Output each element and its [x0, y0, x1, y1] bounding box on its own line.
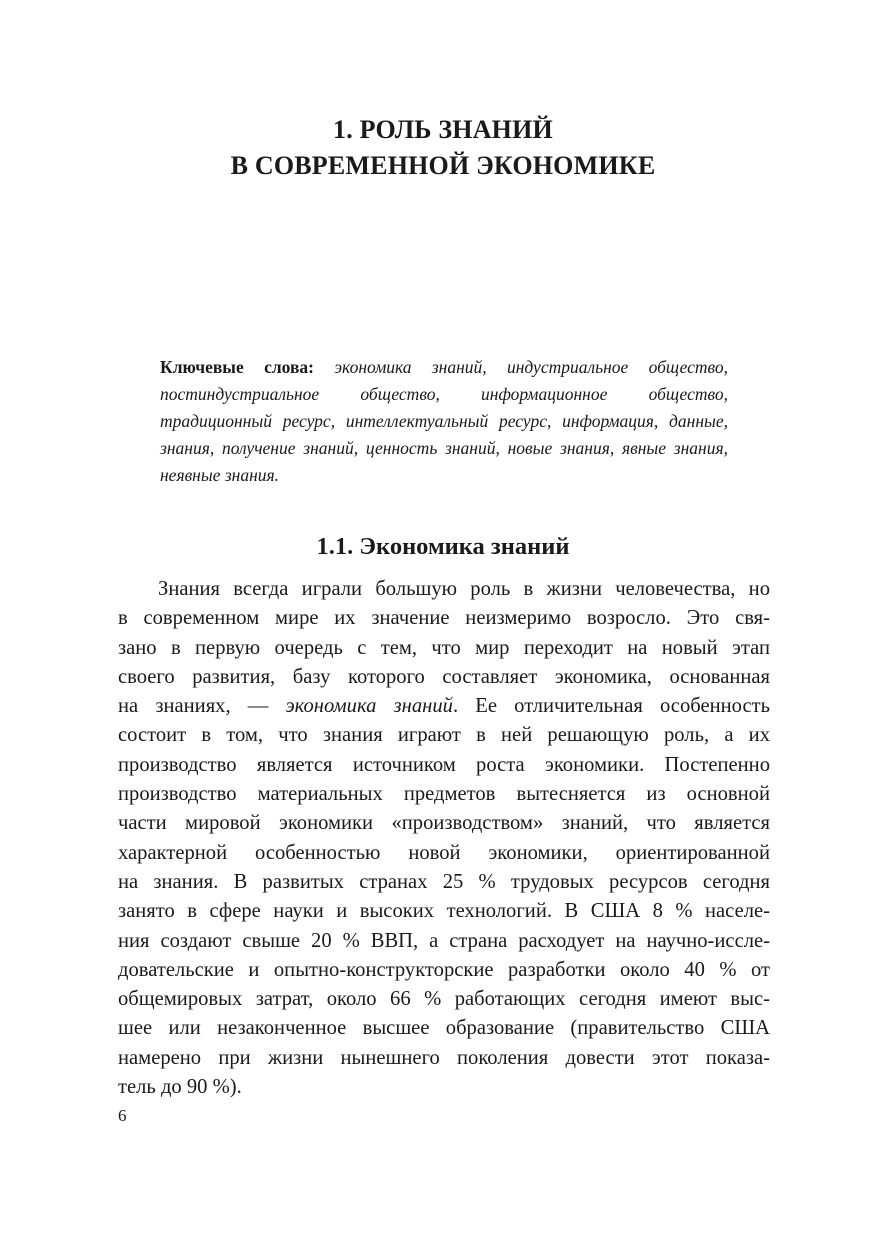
- body-line-part: . Ее отличительная особенность: [452, 695, 770, 718]
- keywords-label: Ключевые слова:: [160, 357, 314, 377]
- body-line: ния создают свыше 20 % ВВП, а страна расходует на научно-иссле-: [118, 929, 770, 952]
- body-line: шее или незаконченное высшее образование (правительство США: [118, 1017, 770, 1040]
- page-number: 6: [118, 1106, 127, 1125]
- body-line: зано в первую очередь с тем, что мир переходит на новый этап: [118, 636, 770, 659]
- chapter-title: [118, 112, 768, 184]
- keywords-text: экономика знаний, индустриальное общество, постиндустриальное общество, информационное общество, традиционный ресурс, интеллектуальный ресурс, информация, данные, знания, получение знаний, ценность знаний, новые знания, явные знания, неявные знания.: [160, 357, 729, 485]
- body-line: части мировой экономики «производством» знаний, что является: [118, 812, 770, 835]
- body-line: на знания. В развитых странах 25 % трудовых ресурсов сегодня: [118, 870, 770, 893]
- body-line: общемировых затрат, около 66 % работающих сегодня имеют выс-: [118, 988, 770, 1011]
- emphasized-term: экономика знаний: [285, 695, 453, 718]
- body-line-part: на знаниях, —: [118, 695, 286, 718]
- body-line: своего развития, базу которого составляет экономика, основанная: [118, 665, 770, 688]
- body-line: производство материальных предметов вытесняется из основной: [118, 783, 770, 806]
- body-line: производство является источником роста экономики. Постепенно: [118, 753, 770, 776]
- keywords-block: [160, 354, 728, 489]
- chapter-title-line-2: В СОВРЕМЕННОЙ ЭКОНОМИКЕ: [230, 151, 656, 180]
- body-line: Знания всегда играли большую роль в жизни человечества, но: [158, 578, 770, 600]
- section-title: 1.1. Экономика знаний: [316, 533, 570, 560]
- body-line-with-term: [118, 692, 770, 721]
- body-line: состоит в том, что знания играют в ней решающую роль, а их: [118, 724, 770, 747]
- body-line: намерено при жизни нынешнего поколения довести этот показа-: [118, 1046, 770, 1069]
- body-line: довательские и опытно-конструкторские разработки около 40 % от: [118, 958, 770, 981]
- body-line: в современном мире их значение неизмеримо возросло. Это свя-: [118, 607, 770, 630]
- body-line-last: тель до 90 %).: [118, 1076, 242, 1099]
- body-line: характерной особенностью новой экономики, ориентированной: [118, 841, 770, 864]
- chapter-title-line-1: 1. РОЛЬ ЗНАНИЙ: [333, 115, 553, 144]
- body-line: занято в сфере науки и высоких технологий. В США 8 % населе-: [118, 900, 770, 923]
- body-paragraph: [118, 575, 770, 1102]
